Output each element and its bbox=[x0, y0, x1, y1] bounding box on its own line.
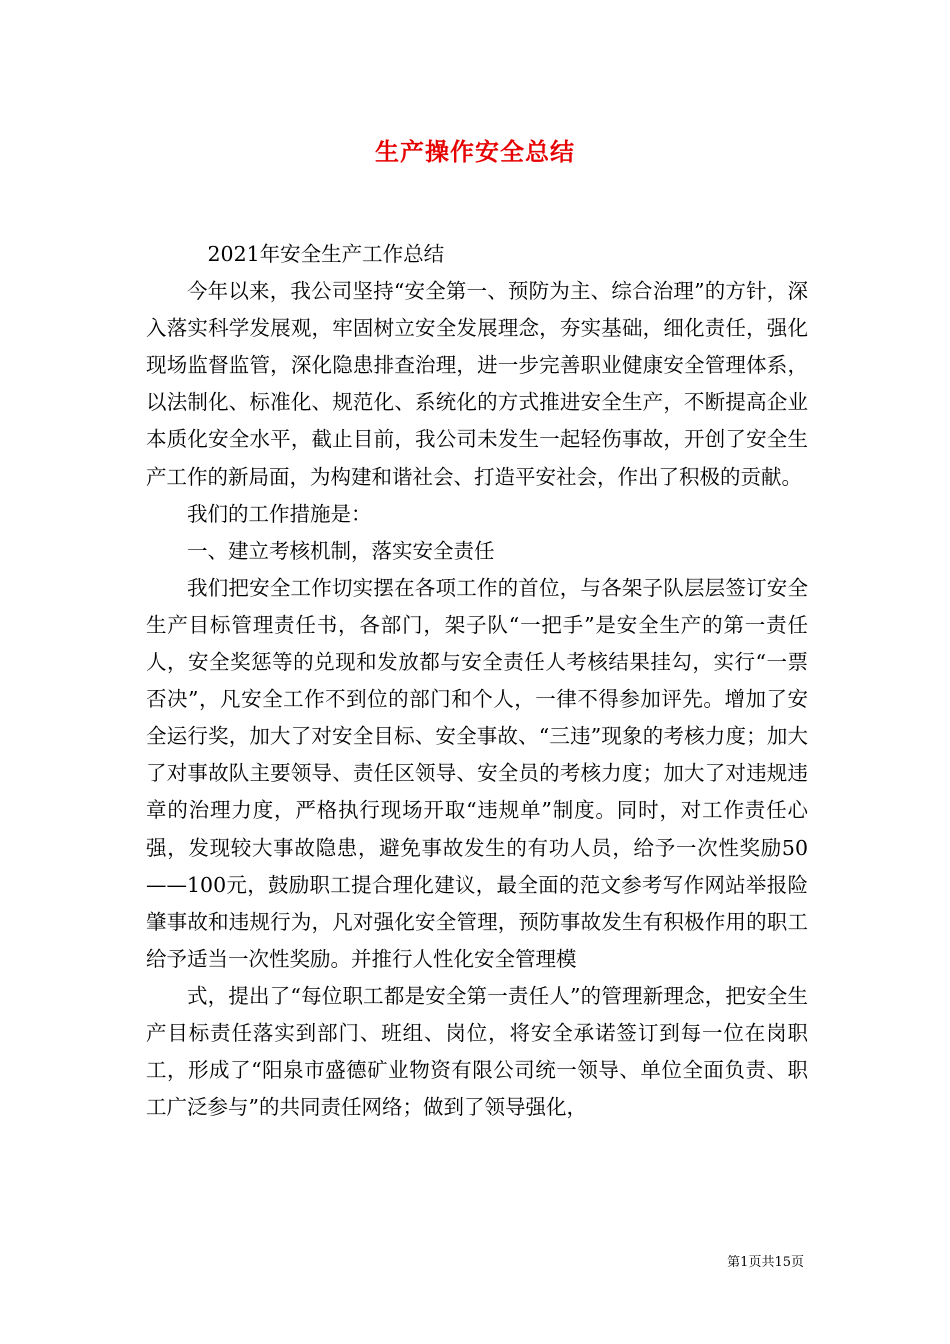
document-body bbox=[146, 236, 808, 1126]
paragraph-measures: 我们的工作措施是： bbox=[187, 501, 372, 526]
paragraph-assessment: 我们把安全工作切实摆在各项工作的首位，与各架子队层层签订安全生产目标管理责任书，各部门，架子队“一把手”是安全生产的第一责任人，安全奖惩等的兑现和发放都与安全责任人考核结果挂勾，实行“一票否决”，凡安全工作不到位的部门和个人，一律不得参加评先。增加了安全运行奖，加大了对安全目标、安全事故、“三违”现象的考核力度；加大了对事故队主要领导、责任区领导、安全员的考核力度；加大了对违规违章的治理力度，严格执行现场开取“违规单”制度。同时，对工作责任心强，发现较大事故隐患，避免事故发生的有功人员，给予一次性奖励50——100元，鼓励职工提合理化建议，最全面的范文参考写作网站举报险肇事故和违规行为，凡对强化安全管理，预防事故发生有积极作用的职工给予适当一次性奖励。并推行人性化安全管理模 bbox=[146, 575, 808, 971]
paragraph-intro: 今年以来，我公司坚持“安全第一、预防为主、综合治理”的方针，深入落实科学发展观，牢固树立安全发展理念，夯实基础，细化责任，强化现场监督监管，深化隐患排查治理，进一步完善职业健康安全管理体系，以法制化、标准化、规范化、系统化的方式推进安全生产，不断提高企业本质化安全水平，截止目前，我公司未发生一起轻伤事故，开创了安全生产工作的新局面，为构建和谐社会、打造平安社会，作出了积极的贡献。 bbox=[146, 279, 808, 489]
page-number: 第1页共15页 bbox=[727, 1255, 804, 1270]
paragraph-heading: 2021年安全生产工作总结 bbox=[207, 242, 445, 266]
section-heading-1: 一、建立考核机制，落实安全责任 bbox=[187, 538, 495, 563]
document-title: 生产操作安全总结 bbox=[375, 137, 575, 166]
paragraph-responsibility: 式，提出了“每位职工都是安全第一责任人”的管理新理念，把安全生产目标责任落实到部门、班组、岗位，将安全承诺签订到每一位在岗职工，形成了“阳泉市盛德矿业物资有限公司统一领导、单位全面负责、职工广泛参与”的共同责任网络；做到了领导强化， bbox=[146, 983, 808, 1120]
